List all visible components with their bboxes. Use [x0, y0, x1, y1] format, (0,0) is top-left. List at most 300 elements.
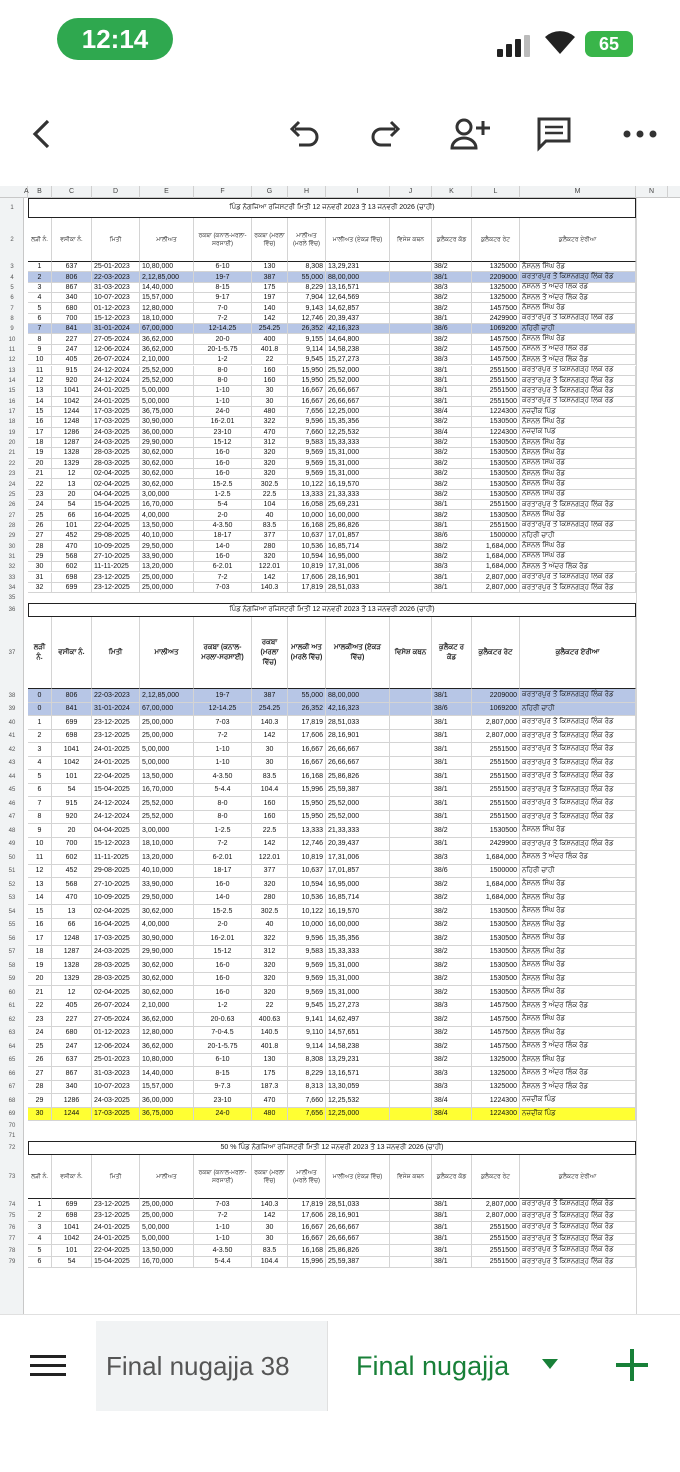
table-row[interactable]	[0, 932, 680, 946]
table-cell[interactable]: 38/1	[432, 1257, 472, 1269]
table-cell[interactable]: 25,86,826	[326, 1245, 390, 1257]
table-cell[interactable]: 38/2	[432, 892, 472, 906]
table-cell[interactable]: 1500000	[472, 865, 520, 879]
undo-icon[interactable]	[284, 114, 324, 154]
table-cell[interactable]: 9,596	[288, 417, 326, 427]
table-cell[interactable]: 18-17	[194, 531, 252, 541]
table-cell[interactable]: 14-0	[194, 541, 252, 551]
empty-row[interactable]	[0, 593, 680, 603]
table-row[interactable]	[0, 283, 680, 293]
table-cell[interactable]: 54	[52, 1257, 92, 1269]
table-cell[interactable]: 2,807,000	[472, 716, 520, 730]
table-cell[interactable]: ਨੈਸ਼ਨਲ ਸਿੰਘ ਰੋਡ	[520, 448, 636, 458]
table-cell[interactable]	[390, 386, 432, 396]
table-cell[interactable]	[390, 438, 432, 448]
table-cell[interactable]: ਕਰਤਾਰਪੁਰ ਤੋਂ ਕਿਸ਼ਨਗੜ੍ਹ ਲਿੰਕ ਰੋਡ	[520, 716, 636, 730]
table-cell[interactable]: 2551500	[472, 1222, 520, 1234]
table-cell[interactable]: 16,058	[288, 500, 326, 510]
table-cell[interactable]: 2,10,000	[140, 355, 194, 365]
table-cell[interactable]: 15	[28, 905, 52, 919]
table-cell[interactable]: 1530500	[472, 824, 520, 838]
table-cell[interactable]: 28-03-2025	[92, 959, 140, 973]
table-cell[interactable]: 9,141	[288, 1013, 326, 1027]
table-cell[interactable]: 142	[252, 838, 288, 852]
table-title[interactable]: 50 % ਪਿੰਡ ਨੋਗਜਿਆ ਰਜਿਸਟਰੀ ਮਿਤੀ 12 ਜਨਵਰੀ 2023 ਤੋਂ 13 ਜਨਵਰੀ 2026 (ਚਾਹੀ)	[28, 1141, 636, 1155]
table-cell[interactable]: 1,684,000	[472, 878, 520, 892]
table-cell[interactable]: 280	[252, 892, 288, 906]
table-cell[interactable]: 22	[252, 1000, 288, 1014]
table-cell[interactable]: 18-17	[194, 865, 252, 879]
table-cell[interactable]: 227	[52, 1013, 92, 1027]
row-number[interactable]: 70	[8, 1123, 16, 1130]
table-cell[interactable]: 12	[52, 469, 92, 479]
table-cell[interactable]: 698	[52, 573, 92, 583]
table-cell[interactable]: 24-12-2024	[92, 366, 140, 376]
table-cell[interactable]: 27-05-2024	[92, 334, 140, 344]
redo-icon[interactable]	[366, 114, 406, 154]
table-cell[interactable]: 1286	[52, 1094, 92, 1108]
table-cell[interactable]: 38/1	[432, 757, 472, 771]
row-number[interactable]: 19	[8, 429, 16, 436]
table-cell[interactable]: 30,62,000	[140, 469, 194, 479]
table-cell[interactable]: ਕਰਤਾਰਪੁਰ ਤੋਂ ਕਿਸ਼ਨਗੜ੍ਹ ਲਿੰਕ ਰੋਡ	[520, 757, 636, 771]
table-cell[interactable]: 9,569	[288, 469, 326, 479]
table-cell[interactable]: 38/4	[432, 1108, 472, 1122]
table-cell[interactable]: 22	[28, 479, 52, 489]
table-cell[interactable]: 2551500	[472, 397, 520, 407]
table-cell[interactable]	[390, 865, 432, 879]
table-cell[interactable]: 12-14.25	[194, 324, 252, 334]
table-cell[interactable]: ਨੈਸ਼ਨਲ ਸਿੰਘ ਰੋਡ	[520, 919, 636, 933]
table-cell[interactable]	[390, 283, 432, 293]
row-number[interactable]: 12	[8, 357, 16, 364]
table-cell[interactable]: 17,606	[288, 730, 326, 744]
table-cell[interactable]	[390, 1054, 432, 1068]
row-number[interactable]: 6	[10, 295, 14, 302]
table-cell[interactable]	[390, 824, 432, 838]
row-number[interactable]: 33	[8, 574, 16, 581]
column-header-k[interactable]: K	[432, 186, 472, 198]
table-cell[interactable]: 1-2.5	[194, 824, 252, 838]
row-number[interactable]: 64	[8, 1043, 16, 1050]
table-cell[interactable]: 175	[252, 283, 288, 293]
table-cell[interactable]: 698	[52, 730, 92, 744]
table-row[interactable]	[0, 1040, 680, 1054]
table-cell[interactable]: 1530500	[472, 510, 520, 520]
table-cell[interactable]: 104.4	[252, 784, 288, 798]
row-number[interactable]: 73	[8, 1174, 16, 1181]
row-number[interactable]: 59	[8, 976, 16, 983]
table-row[interactable]	[0, 417, 680, 427]
table-cell[interactable]: 15-04-2025	[92, 784, 140, 798]
header-cell[interactable]: ਮਾਲੀਅਤ (ਏਕੜ ਵਿੱਚ)	[326, 218, 390, 262]
table-cell[interactable]: 28	[28, 541, 52, 551]
table-cell[interactable]: 130	[252, 1054, 288, 1068]
table-cell[interactable]: 5,00,000	[140, 386, 194, 396]
table-cell[interactable]: 6	[28, 314, 52, 324]
header-cell[interactable]: ਲੜੀ ਨੰ.	[28, 218, 52, 262]
table-cell[interactable]: 0	[28, 689, 52, 703]
table-cell[interactable]: 38/2	[432, 334, 472, 344]
table-cell[interactable]: 4-3.50	[194, 521, 252, 531]
table-cell[interactable]	[390, 314, 432, 324]
table-cell[interactable]: 920	[52, 811, 92, 825]
table-cell[interactable]: 23-12-2025	[92, 730, 140, 744]
table-cell[interactable]: 14	[28, 892, 52, 906]
header-cell[interactable]: ਵਸੀਕਾ ਨੰ.	[52, 617, 92, 689]
table-row[interactable]	[0, 386, 680, 396]
table-cell[interactable]: 21,33,333	[326, 490, 390, 500]
table-cell[interactable]: 24-03-2025	[92, 428, 140, 438]
table-cell[interactable]: 30	[28, 1108, 52, 1122]
table-cell[interactable]: 29	[28, 552, 52, 562]
table-cell[interactable]: 915	[52, 797, 92, 811]
table-row[interactable]	[0, 730, 680, 744]
table-cell[interactable]: 31-03-2023	[92, 283, 140, 293]
row-number[interactable]: 48	[8, 827, 16, 834]
header-cell[interactable]: ਰਕਬਾ (ਕਨਾਲ-ਮਰਲਾ-ਸਰਸਾਈ)	[194, 1155, 252, 1199]
header-cell[interactable]: ਮਾਲੀਅਤ	[140, 1155, 194, 1199]
table-cell[interactable]: 280	[252, 541, 288, 551]
header-cell[interactable]: ਮਾਲੀਅਤ (ਮਰਲੇ ਵਿੱਚ)	[288, 1155, 326, 1199]
table-cell[interactable]: 30	[252, 1234, 288, 1246]
table-cell[interactable]: 1287	[52, 946, 92, 960]
table-cell[interactable]: 568	[52, 552, 92, 562]
table-cell[interactable]: 8-0	[194, 366, 252, 376]
table-cell[interactable]	[390, 1222, 432, 1234]
table-cell[interactable]: 104	[252, 500, 288, 510]
table-cell[interactable]: 38/1	[432, 376, 472, 386]
table-cell[interactable]: 8-0	[194, 811, 252, 825]
table-cell[interactable]: ਨੈਸ਼ਨਲ ਤੋਂ ਅੰਦਰ ਲਿੰਕ ਰੋਡ	[520, 1000, 636, 1014]
table-cell[interactable]: 28,51,033	[326, 583, 390, 593]
table-cell[interactable]: 1530500	[472, 448, 520, 458]
table-cell[interactable]: 14,58,238	[326, 345, 390, 355]
table-cell[interactable]: 30,62,000	[140, 986, 194, 1000]
table-cell[interactable]: 1457500	[472, 303, 520, 313]
header-cell[interactable]: ਮਿਤੀ	[92, 218, 140, 262]
table-cell[interactable]: ਨੈਸ਼ਨਲ ਸਿੰਘ ਰੋਡ	[520, 417, 636, 427]
table-cell[interactable]	[390, 366, 432, 376]
table-cell[interactable]: 36,75,000	[140, 1108, 194, 1122]
table-cell[interactable]: 24-01-2025	[92, 743, 140, 757]
table-cell[interactable]: ਕਰਤਾਰਪੁਰ ਤੋਂ ਕਿਸ਼ਨਗੜ੍ਹ ਲਿੰਕ ਰੋਡ	[520, 500, 636, 510]
row-number[interactable]: 52	[8, 881, 16, 888]
table-cell[interactable]: 01-12-2023	[92, 1027, 140, 1041]
table-cell[interactable]: 15,950	[288, 366, 326, 376]
table-cell[interactable]	[390, 811, 432, 825]
table-cell[interactable]: 38/2	[432, 986, 472, 1000]
table-cell[interactable]: 8-0	[194, 797, 252, 811]
table-cell[interactable]: 38/1	[432, 521, 472, 531]
table-cell[interactable]: 1530500	[472, 479, 520, 489]
table-cell[interactable]: 30	[252, 1222, 288, 1234]
table-row[interactable]	[0, 459, 680, 469]
row-number[interactable]: 40	[8, 719, 16, 726]
table-cell[interactable]	[390, 521, 432, 531]
table-cell[interactable]: 24	[28, 500, 52, 510]
table-cell[interactable]: 10-07-2023	[92, 293, 140, 303]
table-cell[interactable]: 24-01-2025	[92, 1222, 140, 1234]
table-cell[interactable]: 02-04-2025	[92, 905, 140, 919]
table-cell[interactable]: 23-12-2025	[92, 1211, 140, 1223]
row-number[interactable]: 21	[8, 450, 16, 457]
table-cell[interactable]: 38/2	[432, 1040, 472, 1054]
row-number[interactable]: 39	[8, 706, 16, 713]
table-row[interactable]	[0, 905, 680, 919]
table-cell[interactable]: 30	[252, 386, 288, 396]
table-cell[interactable]: 1530500	[472, 973, 520, 987]
column-header-i[interactable]: I	[326, 186, 390, 198]
table-cell[interactable]: ਕਰਤਾਰਪੁਰ ਤੋਂ ਕਿਸ਼ਨਗੜ੍ਹ ਲਿੰਕ ਰੋਡ	[520, 743, 636, 757]
table-cell[interactable]	[390, 716, 432, 730]
table-cell[interactable]: 6	[28, 1257, 52, 1269]
table-cell[interactable]: 38/2	[432, 905, 472, 919]
table-cell[interactable]: 867	[52, 1067, 92, 1081]
table-cell[interactable]: 401.8	[252, 1040, 288, 1054]
table-cell[interactable]: 12	[28, 865, 52, 879]
table-cell[interactable]: 13,333	[288, 490, 326, 500]
table-cell[interactable]: 7	[28, 797, 52, 811]
table-cell[interactable]: 26,66,667	[326, 757, 390, 771]
table-cell[interactable]: 38/3	[432, 355, 472, 365]
table-cell[interactable]: 25,00,000	[140, 573, 194, 583]
table-cell[interactable]: ਨੈਸ਼ਨਲ ਸਿੰਘ ਰੋਡ	[520, 1027, 636, 1041]
table-cell[interactable]: 12,80,000	[140, 303, 194, 313]
table-cell[interactable]: 15-12-2023	[92, 838, 140, 852]
column-header-c[interactable]: C	[52, 186, 92, 198]
table-cell[interactable]: ਕਰਤਾਰਪੁਰ ਤੋਂ ਕਿਸ਼ਨਗੜ੍ਹ ਲਿੰਕ ਰੋਡ	[520, 573, 636, 583]
table-cell[interactable]: 31-03-2023	[92, 1067, 140, 1081]
table-cell[interactable]: 16-0	[194, 448, 252, 458]
table-cell[interactable]: 15,31,000	[326, 959, 390, 973]
table-cell[interactable]: 12,25,532	[326, 1094, 390, 1108]
table-cell[interactable]: 2551500	[472, 1245, 520, 1257]
table-cell[interactable]: 26,66,667	[326, 386, 390, 396]
table-cell[interactable]: 9,143	[288, 303, 326, 313]
row-number[interactable]: 37	[8, 650, 16, 657]
table-cell[interactable]: 83.5	[252, 770, 288, 784]
row-number[interactable]: 45	[8, 787, 16, 794]
table-cell[interactable]: 2,807,000	[472, 1199, 520, 1211]
table-cell[interactable]: ਨੈਸ਼ਨਲ ਸਿੰਘ ਰੋਡ	[520, 552, 636, 562]
header-cell[interactable]: ਲੜੀ ਨੰ.	[28, 1155, 52, 1199]
table-cell[interactable]: 38/1	[432, 366, 472, 376]
table-cell[interactable]: 19-7	[194, 272, 252, 282]
table-cell[interactable]: 04-04-2025	[92, 824, 140, 838]
table-cell[interactable]: ਨੈਸ਼ਨਲ ਸਿੰਘ ਰੋਡ	[520, 510, 636, 520]
table-cell[interactable]: 36,62,000	[140, 334, 194, 344]
table-cell[interactable]: 14,40,000	[140, 1067, 194, 1081]
table-cell[interactable]: 1457500	[472, 1040, 520, 1054]
table-cell[interactable]: 16,70,000	[140, 500, 194, 510]
table-cell[interactable]: 24-0	[194, 1108, 252, 1122]
table-row[interactable]	[0, 865, 680, 879]
table-row[interactable]	[0, 262, 680, 272]
table-cell[interactable]: 1457500	[472, 355, 520, 365]
table-cell[interactable]: 1	[28, 1199, 52, 1211]
table-cell[interactable]: 1041	[52, 1222, 92, 1234]
table-cell[interactable]: 175	[252, 1067, 288, 1081]
table-cell[interactable]: 680	[52, 1027, 92, 1041]
table-cell[interactable]: 9,114	[288, 345, 326, 355]
table-cell[interactable]: 12,25,532	[326, 428, 390, 438]
column-header-a[interactable]: A	[24, 186, 28, 198]
table-cell[interactable]: 3,00,000	[140, 490, 194, 500]
table-header-row[interactable]	[0, 617, 680, 689]
header-cell[interactable]: ਰਕਬਾ (ਕਨਾਲ-ਮਰਲਾ-ਸਰਸਾਈ)	[194, 617, 252, 689]
table-cell[interactable]: 24	[28, 1027, 52, 1041]
row-number[interactable]: 7	[10, 305, 14, 312]
table-cell[interactable]: 6-10	[194, 1054, 252, 1068]
table-cell[interactable]: 14,62,497	[326, 1013, 390, 1027]
table-cell[interactable]: 88,00,000	[326, 272, 390, 282]
table-cell[interactable]: 637	[52, 1054, 92, 1068]
table-cell[interactable]: ਨੈਸ਼ਨਲ ਤੋਂ ਅੰਦਰ ਲਿੰਕ ਰੋਡ	[520, 562, 636, 572]
table-cell[interactable]: 2551500	[472, 500, 520, 510]
row-number[interactable]: 43	[8, 760, 16, 767]
table-cell[interactable]: 25,00,000	[140, 1211, 194, 1223]
table-cell[interactable]: 1530500	[472, 459, 520, 469]
table-cell[interactable]: 1329	[52, 459, 92, 469]
table-cell[interactable]	[390, 703, 432, 717]
table-cell[interactable]: 25,52,000	[140, 811, 194, 825]
table-cell[interactable]: 25,52,000	[326, 797, 390, 811]
table-cell[interactable]: 142	[252, 1211, 288, 1223]
table-cell[interactable]: 10,122	[288, 479, 326, 489]
row-number[interactable]: 76	[8, 1224, 16, 1231]
table-cell[interactable]: 38/2	[432, 1054, 472, 1068]
table-cell[interactable]: 16,667	[288, 386, 326, 396]
table-cell[interactable]: 17,31,006	[326, 562, 390, 572]
table-cell[interactable]: 36,75,000	[140, 407, 194, 417]
header-cell[interactable]: ਮਾਲਕੀ ਅਤ (ਮਰਲੇ ਵਿੱਚ)	[288, 617, 326, 689]
table-cell[interactable]: 17-03-2025	[92, 932, 140, 946]
row-number[interactable]: 60	[8, 989, 16, 996]
table-cell[interactable]: 7-2	[194, 573, 252, 583]
table-row[interactable]	[0, 986, 680, 1000]
table-cell[interactable]: 38/1	[432, 1222, 472, 1234]
table-cell[interactable]: 25,00,000	[140, 583, 194, 593]
table-cell[interactable]	[390, 784, 432, 798]
table-cell[interactable]: 602	[52, 562, 92, 572]
table-cell[interactable]: ਕਰਤਾਰਪੁਰ ਤੋਂ ਕਿਸ਼ਨਗੜ੍ਹ ਲਿੰਕ ਰੋਡ	[520, 811, 636, 825]
table-cell[interactable]: 13,50,000	[140, 770, 194, 784]
table-cell[interactable]: 88,00,000	[326, 689, 390, 703]
table-cell[interactable]: 160	[252, 376, 288, 386]
table-cell[interactable]: 377	[252, 865, 288, 879]
row-number[interactable]: 23	[8, 471, 16, 478]
table-cell[interactable]: ਕਰਤਾਰਪੁਰ ਤੋਂ ਕਿਸ਼ਨਗੜ੍ਹ ਲਿੰਕ ਰੋਡ	[520, 797, 636, 811]
table-cell[interactable]	[390, 1257, 432, 1269]
table-row[interactable]	[0, 562, 680, 572]
table-cell[interactable]: 11-11-2025	[92, 562, 140, 572]
table-cell[interactable]: 470	[252, 428, 288, 438]
table-row[interactable]	[0, 1013, 680, 1027]
table-cell[interactable]: 26	[28, 1054, 52, 1068]
table-cell[interactable]: ਨੈਸ਼ਨਲ ਸਿੰਘ ਰੋਡ	[520, 262, 636, 272]
table-cell[interactable]: 6-2.01	[194, 851, 252, 865]
header-cell[interactable]: ਕੁਲੈਕਟਰ ਰੇਟ	[472, 1155, 520, 1199]
table-cell[interactable]: 16,70,000	[140, 784, 194, 798]
table-cell[interactable]: 13,50,000	[140, 521, 194, 531]
header-cell[interactable]: ਕੁਲੈਕਟਰ ਰੇਟ	[472, 617, 520, 689]
table-cell[interactable]: 9,114	[288, 1040, 326, 1054]
table-cell[interactable]: 21,33,333	[326, 824, 390, 838]
table-cell[interactable]: 1041	[52, 386, 92, 396]
table-cell[interactable]: 142	[252, 573, 288, 583]
table-cell[interactable]: 10,637	[288, 865, 326, 879]
table-cell[interactable]: 20	[28, 459, 52, 469]
table-cell[interactable]: 22.5	[252, 824, 288, 838]
table-cell[interactable]: 8-15	[194, 283, 252, 293]
row-number[interactable]: 63	[8, 1030, 16, 1037]
table-row[interactable]	[0, 797, 680, 811]
table-cell[interactable]: 9,155	[288, 334, 326, 344]
table-cell[interactable]: 38/1	[432, 500, 472, 510]
table-cell[interactable]: 1325000	[472, 1054, 520, 1068]
table-cell[interactable]	[390, 531, 432, 541]
table-cell[interactable]: 1-10	[194, 397, 252, 407]
table-cell[interactable]: 27	[28, 1067, 52, 1081]
table-cell[interactable]: 17,606	[288, 573, 326, 583]
table-cell[interactable]	[390, 1027, 432, 1041]
table-cell[interactable]: 28	[28, 1081, 52, 1095]
table-cell[interactable]: 38/2	[432, 459, 472, 469]
table-cell[interactable]: 28,16,901	[326, 730, 390, 744]
table-cell[interactable]: 27	[28, 531, 52, 541]
table-cell[interactable]: ਨਜ਼ਦੀਕ ਪਿੰਡ	[520, 1108, 636, 1122]
table-cell[interactable]: ਨੈਸ਼ਨਲ ਤੋਂ ਅੰਦਰ ਲਿੰਕ ਰੋਡ	[520, 1081, 636, 1095]
table-cell[interactable]: 16-0	[194, 973, 252, 987]
table-cell[interactable]: 320	[252, 986, 288, 1000]
table-row[interactable]	[0, 479, 680, 489]
table-cell[interactable]: 23	[28, 1013, 52, 1027]
table-cell[interactable]: 38/4	[432, 1094, 472, 1108]
table-cell[interactable]: 38/1	[432, 797, 472, 811]
table-cell[interactable]	[390, 932, 432, 946]
table-cell[interactable]: 14,58,238	[326, 1040, 390, 1054]
table-cell[interactable]: 29,90,000	[140, 946, 194, 960]
table-cell[interactable]: 38/2	[432, 1013, 472, 1027]
table-cell[interactable]: 22-04-2025	[92, 770, 140, 784]
table-cell[interactable]: 1530500	[472, 946, 520, 960]
table-cell[interactable]: 452	[52, 865, 92, 879]
table-cell[interactable]: 24-12-2024	[92, 376, 140, 386]
row-number[interactable]: 4	[10, 274, 14, 281]
table-cell[interactable]: 16	[28, 417, 52, 427]
header-cell[interactable]: ਮਿਤੀ	[92, 617, 140, 689]
table-cell[interactable]: 24-01-2025	[92, 397, 140, 407]
table-cell[interactable]: 15	[28, 407, 52, 417]
table-cell[interactable]: ਨੈਸ਼ਨਲ ਸਿੰਘ ਰੋਡ	[520, 334, 636, 344]
table-row[interactable]	[0, 824, 680, 838]
table-cell[interactable]: 16-2.01	[194, 932, 252, 946]
table-row[interactable]	[0, 892, 680, 906]
table-cell[interactable]: 15,27,273	[326, 1000, 390, 1014]
table-cell[interactable]: 5	[28, 1245, 52, 1257]
table-cell[interactable]: 21	[28, 469, 52, 479]
table-cell[interactable]: 30,62,000	[140, 479, 194, 489]
table-cell[interactable]: 40,10,000	[140, 531, 194, 541]
row-number[interactable]: 10	[8, 336, 16, 343]
table-title[interactable]: ਪਿੰਡ ਨੋਗਜਿਆ ਰਜਿਸਟਰੀ ਮਿਤੀ 12 ਜਨਵਰੀ 2023 ਤੋਂ 13 ਜਨਵਰੀ 2026 (ਚਾਹੀ)	[28, 198, 636, 218]
table-cell[interactable]: 40	[252, 919, 288, 933]
row-number[interactable]: 16	[8, 398, 16, 405]
table-row[interactable]	[0, 973, 680, 987]
table-cell[interactable]	[390, 573, 432, 583]
table-cell[interactable]: 22-04-2025	[92, 521, 140, 531]
